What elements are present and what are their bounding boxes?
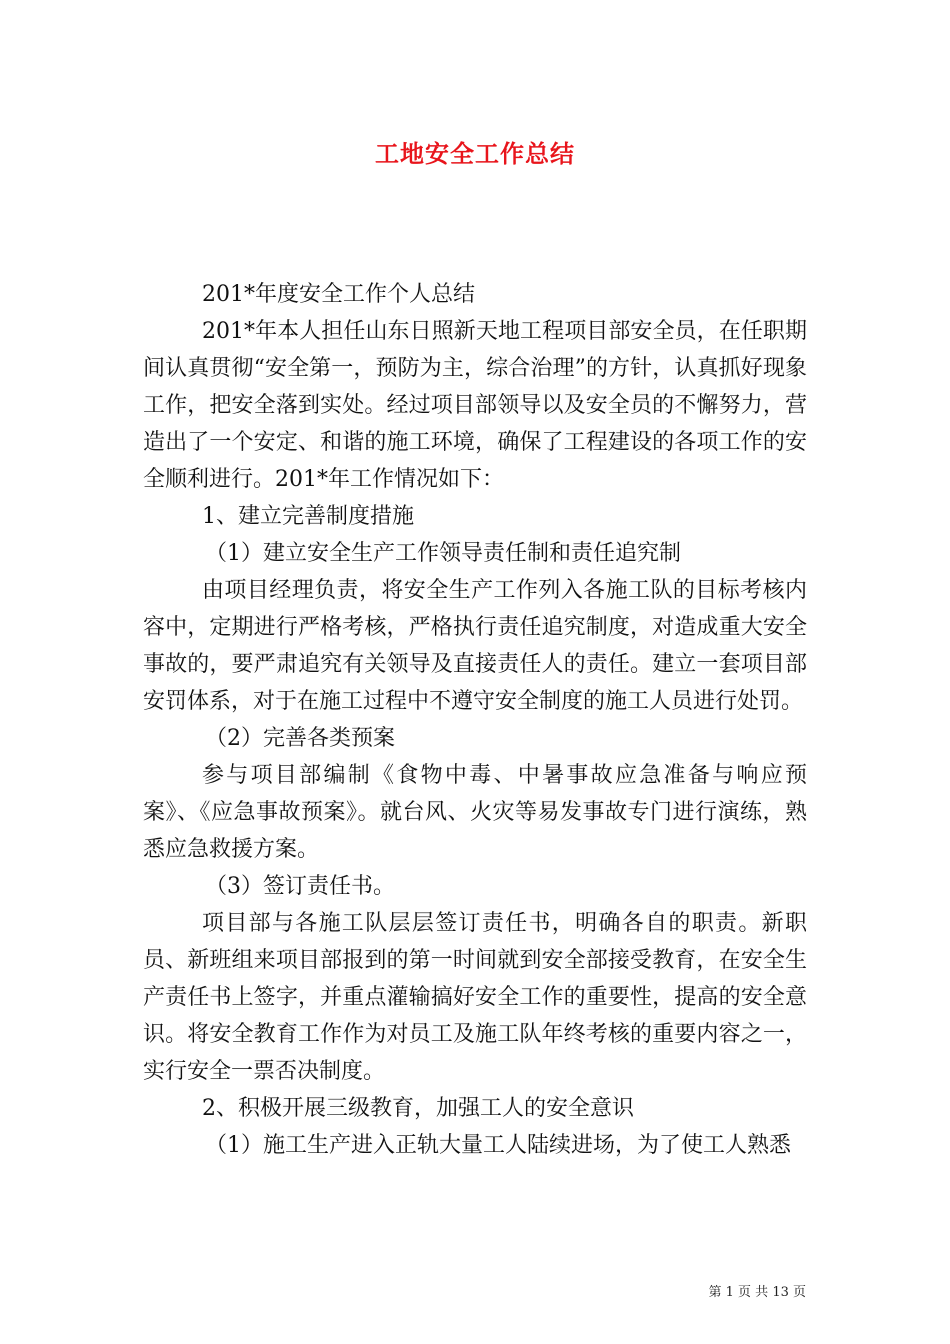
subsection-heading-1-2: （2）完善各类预案 (205, 726, 395, 751)
paragraph-agreements: 项目部与各施工队层层签订责任书，明确各自的职责。新职员、新班组来项目部报到的第一时间就到安全部接受教育，在安全生产责任书上签字，并重点灌输搞好安全工作的重要性，提高的安全意识。将安全教育工作作为对员工及施工队年终考核的重要内容之一，实行安全一票否决制度。 (143, 911, 807, 1084)
paragraph-intro: 201*年本人担任山东日照新天地工程项目部安全员，在任职期间认真贯彻“安全第一，预防为主，综合治理”的方针，认真抓好现象工作，把安全落到实处。经过项目部领导以及安全员的不懈努力，营造出了一个安定、和谐的施工环境，确保了工程建设的各项工作的安全顺利进行。201*年工作情况如下： (143, 319, 807, 492)
subsection-heading-2-1: （1）施工生产进入正轨大量工人陆续进场，为了使工人熟悉 (205, 1133, 791, 1158)
paragraph-plans: 参与项目部编制《食物中毒、中暑事故应急准备与响应预案》、《应急事故预案》。就台风、火灾等易发事故专门进行演练，熟悉应急救援方案。 (143, 763, 807, 862)
paragraph-responsibility: 由项目经理负责，将安全生产工作列入各施工队的目标考核内容中，定期进行严格考核，严格执行责任追究制度，对造成重大安全事故的，要严肃追究有关领导及直接责任人的责任。建立一套项目部安罚体系，对于在施工过程中不遵守安全制度的施工人员进行处罚。 (143, 578, 807, 714)
document-body (143, 276, 807, 1164)
paragraph-heading-annual: 201*年度安全工作个人总结 (202, 282, 475, 307)
page-title: 工地安全工作总结 (375, 139, 575, 168)
subsection-heading-1-1: （1）建立安全生产工作领导责任制和责任追究制 (205, 541, 681, 566)
page-number: 第 1 页 共 13 页 (708, 1285, 806, 1300)
subsection-heading-1-3: （3）签订责任书。 (205, 874, 395, 899)
section-heading-1: 1、建立完善制度措施 (202, 504, 414, 529)
section-heading-2: 2、积极开展三级教育，加强工人的安全意识 (202, 1096, 634, 1121)
